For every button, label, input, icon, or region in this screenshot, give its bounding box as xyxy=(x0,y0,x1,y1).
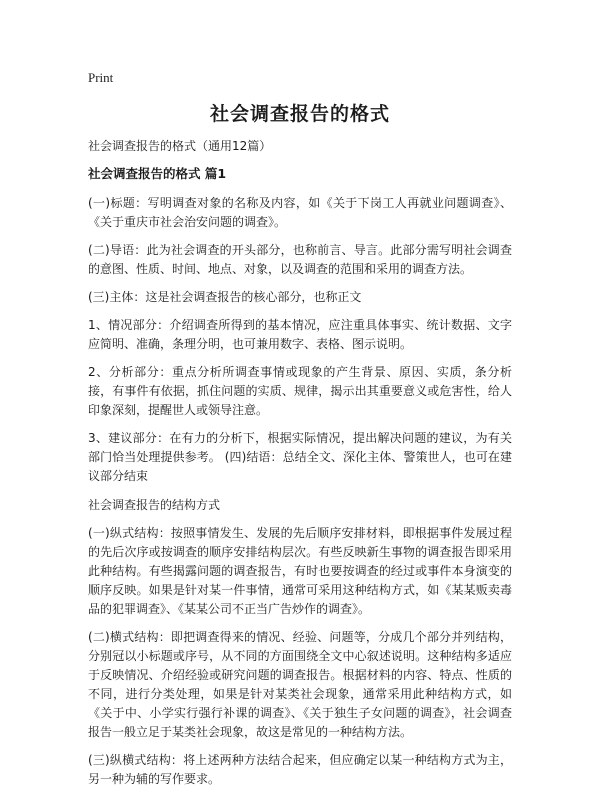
paragraph-intro-rule: (二)导语：此为社会调查的开头部分，也称前言、导言。此部分需写明社会调查的意图、性质、时间、地点、对象，以及调查的范围和采用的调查方法。 xyxy=(88,243,512,276)
paragraph-vertical-structure: (一)纵式结构：按照事情发生、发展的先后顺序安排材料，即根据事件发展过程的先后次序或按调查的顺序安排结构层次。有些反映新生事物的调查报告即采用此种结构。有些揭露问题的调查报告，有时也要按调查的经过或事件本身演变的顺序反映。如果是针对某一件事情，通常可采用这种结构方式，如《某某贩卖毒品的犯罪调查》、《某某公司不正当广告炒作的调查》。 xyxy=(88,526,512,616)
print-link[interactable]: Print xyxy=(88,70,114,85)
paragraph-suggestion: 3、建议部分：在有力的分析下，根据实际情况，提出解决问题的建议，为有关部门恰当处理提供参考。 (四)结语：总结全文、深化主体、警策世人，也可在建议部分结束 xyxy=(88,431,512,483)
paragraph-body-rule: (三)主体：这是社会调查报告的核心部分，也称正文 xyxy=(88,290,362,304)
page-title: 社会调查报告的格式 xyxy=(209,103,390,125)
section-heading: 社会调查报告的格式 篇1 xyxy=(88,166,227,181)
paragraph-analysis: 2、分析部分：重点分析所调查事情或现象的产生背景、原因、实质，条分析接，有事件有依据，抓住问题的实质、规律，揭示出其重要意义或危害性，给人印象深刻，提醒世人或领导注意。 xyxy=(88,365,512,417)
document-subtitle: 社会调查报告的格式（通用12篇） xyxy=(88,139,272,153)
structure-heading: 社会调查报告的结构方式 xyxy=(88,498,221,512)
paragraph-title-rule: (一)标题：写明调查对象的名称及内容，如《关于下岗工人再就业问题调查》、《关于重庆市社会治安问题的调查》。 xyxy=(88,196,512,229)
paragraph-mixed-structure: (三)纵横式结构：将上述两种方法结合起来，但应确定以某一种结构方式为主，另一种为辅的写作要求。 xyxy=(88,753,512,786)
paragraph-situation: 1、情况部分：介绍调查所得到的基本情况，应注重具体事实、统计数据、文字应简明、准确，条理分明，也可兼用数字、表格、图示说明。 xyxy=(88,318,512,351)
paragraph-horizontal-structure: (二)横式结构：即把调查得来的情况、经验、问题等，分成几个部分并列结构，分别冠以小标题或序号，从不同的方面围绕全文中心叙述说明。这种结构多适应于反映情况、介绍经验或研究问题的调查报告。根据材料的内容、特点、性质的不同，进行分类处理，如果是针对某类社会现象，通常采用此种结构方式，如《关于中、小学实行强行补课的调查》、《关于独生子女问题的调查》，社会调查报告一般立足于某类社会现象，故这是常见的一种结构方法。 xyxy=(88,630,512,739)
